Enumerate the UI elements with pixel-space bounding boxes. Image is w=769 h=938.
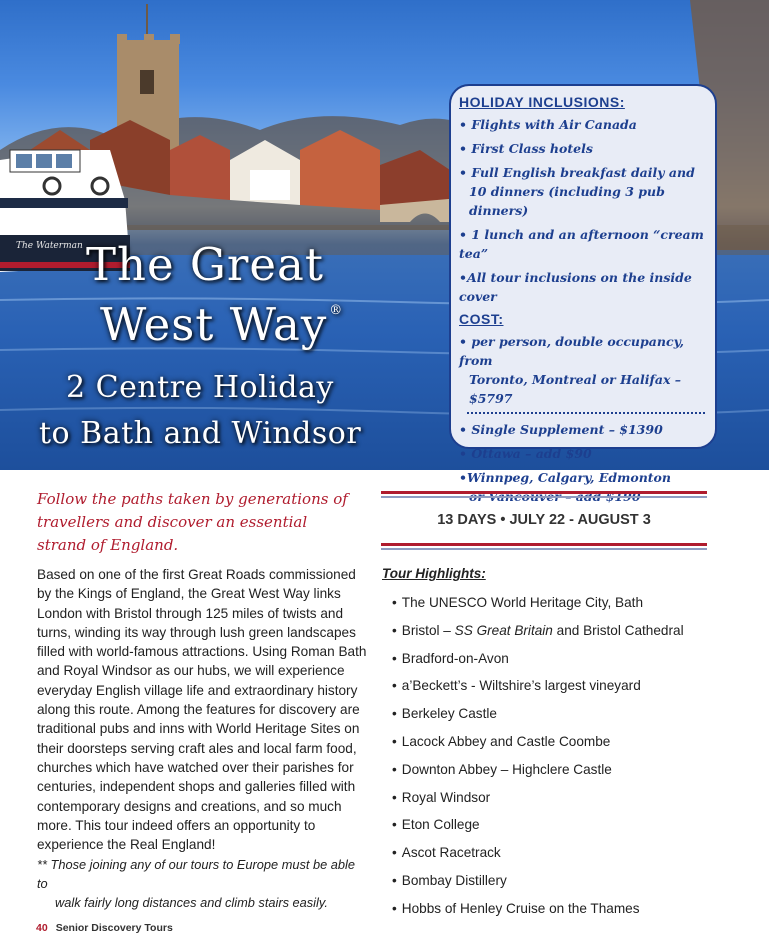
body-text: Based on one of the first Great Roads commissioned by the Kings of England, the Great West Way links London with Bristol through 125 miles of twists and turns, winding its way through lush green landscapes filled with world-famous attractions. Using Roman Bath and Royal Windsor as our hubs, we will experience everyday English village life and extraordinary history along this route. Among the features for discovery are traditional pubs and inns with World Heritage Sites on their doorsteps serving craft ales and local farm food, churches which have watched over their parishes for centuries, independent shops and galleries filled with contemporary designs and creations, and so much more. This tour indeed offers an opportunity to experience the Real England! [37, 567, 367, 853]
dates-bottom-rule [381, 543, 707, 550]
western-addon: •Winnpeg, Calgary, Edmonton [459, 470, 671, 485]
title-line-1: The Great [86, 238, 324, 291]
single-supplement: • Single Supplement – $1390 [459, 422, 663, 437]
bristol-suffix: and Bristol Cathedral [552, 622, 684, 638]
page-footer [36, 922, 173, 934]
inclusion-item: •All tour inclusions on the inside cover [459, 270, 692, 304]
dates-top-rule [381, 491, 707, 498]
tour-dates: 13 DAYS • JULY 22 - AUGUST 3 [437, 512, 651, 528]
cost-line: • per person, double occupancy, from [459, 334, 684, 368]
highlight-item: • Berkeley Castle [392, 703, 684, 731]
mobility-note [37, 855, 357, 912]
tour-highlights-list [392, 592, 684, 926]
tour-highlights-title: Tour Highlights: [382, 566, 486, 581]
inclusion-item: • Flights with Air Canada [459, 117, 637, 132]
western-addon-continued: or Vancouver – add $190 [469, 489, 641, 504]
subtitle-line-2: to Bath and Windsor [39, 416, 362, 451]
inclusion-item-continued: 10 dinners (including 3 pub dinners) [469, 184, 665, 218]
highlight-item-bristol [392, 620, 684, 648]
inclusions-heading: HOLIDAY INCLUSIONS: [459, 94, 625, 110]
title-line-2 [100, 298, 343, 351]
registered-mark: ® [329, 303, 344, 318]
holiday-inclusions-box [449, 84, 717, 504]
highlight-item: • a’Beckett’s - Wiltshire’s largest vineyard [392, 675, 684, 703]
intro-text: Follow the paths taken by generations of travellers and discover an essential strand of England. [37, 490, 348, 554]
highlight-item: • Hobbs of Henley Cruise on the Thames [392, 898, 684, 926]
highlight-item: • The UNESCO World Heritage City, Bath [392, 592, 684, 620]
inclusion-item: • 1 lunch and an afternoon “cream tea” [459, 227, 704, 261]
highlight-item: • Bombay Distillery [392, 870, 684, 898]
inclusion-item: • Full English breakfast daily and [459, 165, 695, 180]
cost-line-continued: Toronto, Montreal or Halifax – $5797 [469, 372, 682, 406]
cost-heading: COST: [459, 311, 504, 327]
highlight-item: • Lacock Abbey and Castle Coombe [392, 731, 684, 759]
bristol-prefix: Bristol – [401, 622, 455, 638]
title-line-2-text: West Way [100, 298, 328, 351]
note-line-1: ** Those joining any of our tours to Europe must be able to [37, 857, 355, 891]
highlight-item: • Downton Abbey – Highclere Castle [392, 759, 684, 787]
highlight-item: • Ascot Racetrack [392, 842, 684, 870]
highlight-item: • Royal Windsor [392, 787, 684, 815]
note-line-2: walk fairly long distances and climb stairs easily. [55, 895, 328, 910]
highlight-item: • Eton College [392, 814, 684, 842]
boat-name-text: The Waterman [16, 241, 83, 251]
dotted-divider [467, 412, 705, 414]
publication-name: Senior Discovery Tours [55, 922, 173, 934]
inclusion-item: • First Class hotels [459, 141, 593, 156]
highlight-item: • Bradford-on-Avon [392, 648, 684, 676]
page-number: 40 [36, 922, 48, 934]
subtitle-line-1: 2 Centre Holiday [66, 370, 334, 405]
bristol-ship: SS Great Britain [454, 622, 553, 638]
ottawa-addon: • Ottawa – add $90 [459, 446, 592, 461]
